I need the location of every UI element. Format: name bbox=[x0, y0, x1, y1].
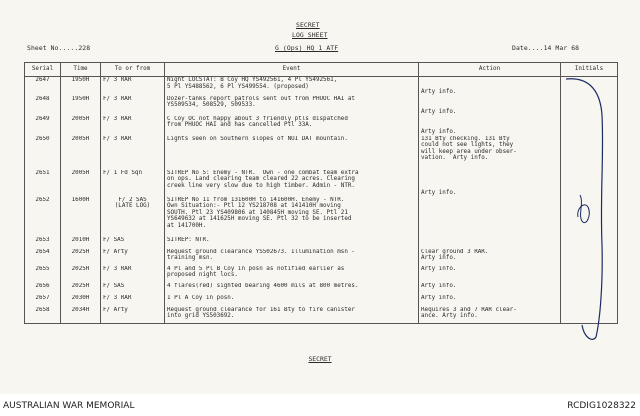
table-header-row bbox=[25, 63, 618, 77]
event-cell: 4 Pl and 5 Pl B Coy in posn as notified earlier as proposed night locs. bbox=[165, 266, 419, 283]
action-cell: Arty info. bbox=[419, 295, 561, 307]
table-row bbox=[25, 307, 618, 324]
event-cell: SITREP: NTR. bbox=[165, 237, 419, 249]
time-cell: 1600H bbox=[61, 197, 101, 237]
table-row bbox=[25, 237, 618, 249]
serial-cell: 2654 bbox=[25, 249, 61, 266]
time-cell: 2010H bbox=[61, 237, 101, 249]
table-row bbox=[25, 283, 618, 295]
action-cell: Clear ground 3 RAR. Arty info. bbox=[419, 249, 561, 266]
action-cell: 131 Bty checking. 131 Bty could not see lights, they will keep area under obser- vation. Arty info. bbox=[419, 136, 561, 170]
table-row bbox=[25, 77, 618, 96]
event-cell: Request ground clearance for 161 Bty to fire canister into grid YS503692. bbox=[165, 307, 419, 324]
sheet-number: Sheet No.....228 bbox=[27, 44, 91, 52]
col-action: Action bbox=[419, 63, 561, 77]
col-event: Event bbox=[165, 63, 419, 77]
serial-cell: 2651 bbox=[25, 170, 61, 197]
classification-bottom: SECRET bbox=[308, 355, 332, 363]
from-cell: F/ 3 RAR bbox=[101, 116, 165, 136]
time-cell: 2005H bbox=[61, 116, 101, 136]
event-cell: 1 Pl A Coy in posn. bbox=[165, 295, 419, 307]
col-initials: Initials bbox=[561, 63, 618, 77]
serial-cell: 2652 bbox=[25, 197, 61, 237]
archive-reference: RCDIG1028322 bbox=[567, 401, 636, 411]
from-cell: F/ 3 RAR bbox=[101, 96, 165, 116]
sheet-label: Sheet No. bbox=[27, 44, 63, 52]
from-cell: F/ 3 RAR bbox=[101, 136, 165, 170]
table-row bbox=[25, 136, 618, 170]
action-cell: Arty info. bbox=[419, 96, 561, 116]
time-cell: 2005H bbox=[61, 136, 101, 170]
event-cell: C Coy OC not happy about 3 friendly ptls dispatched from PHUOC HAI and has cancelled Ptl 33A. bbox=[165, 116, 419, 136]
date-label: Date bbox=[512, 44, 528, 52]
from-cell: F/ Arty bbox=[101, 249, 165, 266]
action-cell: Arty info. bbox=[419, 77, 561, 96]
serial-cell: 2653 bbox=[25, 237, 61, 249]
sheet-value: 228 bbox=[78, 44, 91, 52]
action-cell: Requires 3 and 7 RAR clear- ance. Arty info. bbox=[419, 307, 561, 324]
serial-cell: 2656 bbox=[25, 283, 61, 295]
from-cell: F/ SAS bbox=[101, 237, 165, 249]
action-cell bbox=[419, 237, 561, 249]
event-cell: SITREP No 5: Enemy - NTR. Own - one combat team extra on ops. Land clearing team cleared 22 acres. Clearing creek line very slow due to high timber. Admin - NTR. bbox=[165, 170, 419, 197]
action-cell: Arty info. bbox=[419, 266, 561, 283]
col-to-or-from: To or from bbox=[101, 63, 165, 77]
serial-cell: 2650 bbox=[25, 136, 61, 170]
time-cell: 2005H bbox=[61, 170, 101, 197]
time-cell: 1950H bbox=[61, 77, 101, 96]
from-cell: F/ 3 RAR bbox=[101, 295, 165, 307]
table-row bbox=[25, 116, 618, 136]
table-row bbox=[25, 96, 618, 116]
time-cell: 2030H bbox=[61, 295, 101, 307]
table-row bbox=[25, 295, 618, 307]
table-row bbox=[25, 266, 618, 283]
event-cell: 4 flares(red) sighted bearing 4600 mils at 800 metres. bbox=[165, 283, 419, 295]
time-cell: 2025H bbox=[61, 266, 101, 283]
serial-cell: 2647 bbox=[25, 77, 61, 96]
from-cell: F/ 2 SAS (LATE LOG) bbox=[101, 197, 165, 237]
log-table bbox=[24, 62, 618, 324]
serial-cell: 2657 bbox=[25, 295, 61, 307]
event-cell: Lights seen on Southern slopes of NUI DAT mountain. bbox=[165, 136, 419, 170]
time-cell: 2025H bbox=[61, 249, 101, 266]
col-serial: Serial bbox=[25, 63, 61, 77]
unit-heading: G (Ops) HQ 1 ATF bbox=[275, 44, 339, 52]
serial-cell: 2648 bbox=[25, 96, 61, 116]
event-cell: Night LOCSTAT: B Coy HQ YS492561, 4 Pl YS492561, 5 Pl YS488562, 6 Pl YS499554. (proposed) bbox=[165, 77, 419, 96]
from-cell: F/ 3 RAR bbox=[101, 77, 165, 96]
time-cell: 2034H bbox=[61, 307, 101, 324]
serial-cell: 2655 bbox=[25, 266, 61, 283]
table-row bbox=[25, 249, 618, 266]
event-cell: Dozer-tanks report patrols sent out from PHUOC HAI at YS509534, 508529, 509533. bbox=[165, 96, 419, 116]
action-cell: Arty info. bbox=[419, 170, 561, 197]
sheet-date: Date....14 Mar 68 bbox=[512, 44, 580, 52]
log-sheet-title: LOG SHEET bbox=[292, 31, 328, 39]
table-row bbox=[25, 197, 618, 237]
col-time: Time bbox=[61, 63, 101, 77]
handwritten-initials-signature bbox=[556, 75, 616, 345]
time-cell: 1950H bbox=[61, 96, 101, 116]
from-cell: F/ 3 RAR bbox=[101, 266, 165, 283]
action-cell: Arty info. bbox=[419, 116, 561, 136]
serial-cell: 2658 bbox=[25, 307, 61, 324]
from-cell: F/ Arty bbox=[101, 307, 165, 324]
archive-name: AUSTRALIAN WAR MEMORIAL bbox=[3, 401, 135, 411]
table-row bbox=[25, 170, 618, 197]
from-cell: F/ 1 Fd Sqn bbox=[101, 170, 165, 197]
time-cell: 2025H bbox=[61, 283, 101, 295]
serial-cell: 2649 bbox=[25, 116, 61, 136]
action-cell: Arty info. bbox=[419, 283, 561, 295]
from-cell: F/ SAS bbox=[101, 283, 165, 295]
event-cell: Request ground clearance YS502673. Illumination msn - training msn. bbox=[165, 249, 419, 266]
event-cell: SITREP No 11 from 131600H to 141600H. Enemy - NTR. Own Situation:- Ptl 12 YS218708 at 141410H moving SOUTH. Ptl 23 YS409806 at 140845H moving SE. Ptl 21 YS649632 at 141625H moving SE. Ptl 32 to be inserted at 141700H. bbox=[165, 197, 419, 237]
date-value: 14 Mar 68 bbox=[543, 44, 580, 52]
classification-top: SECRET bbox=[296, 21, 320, 29]
action-cell bbox=[419, 197, 561, 237]
